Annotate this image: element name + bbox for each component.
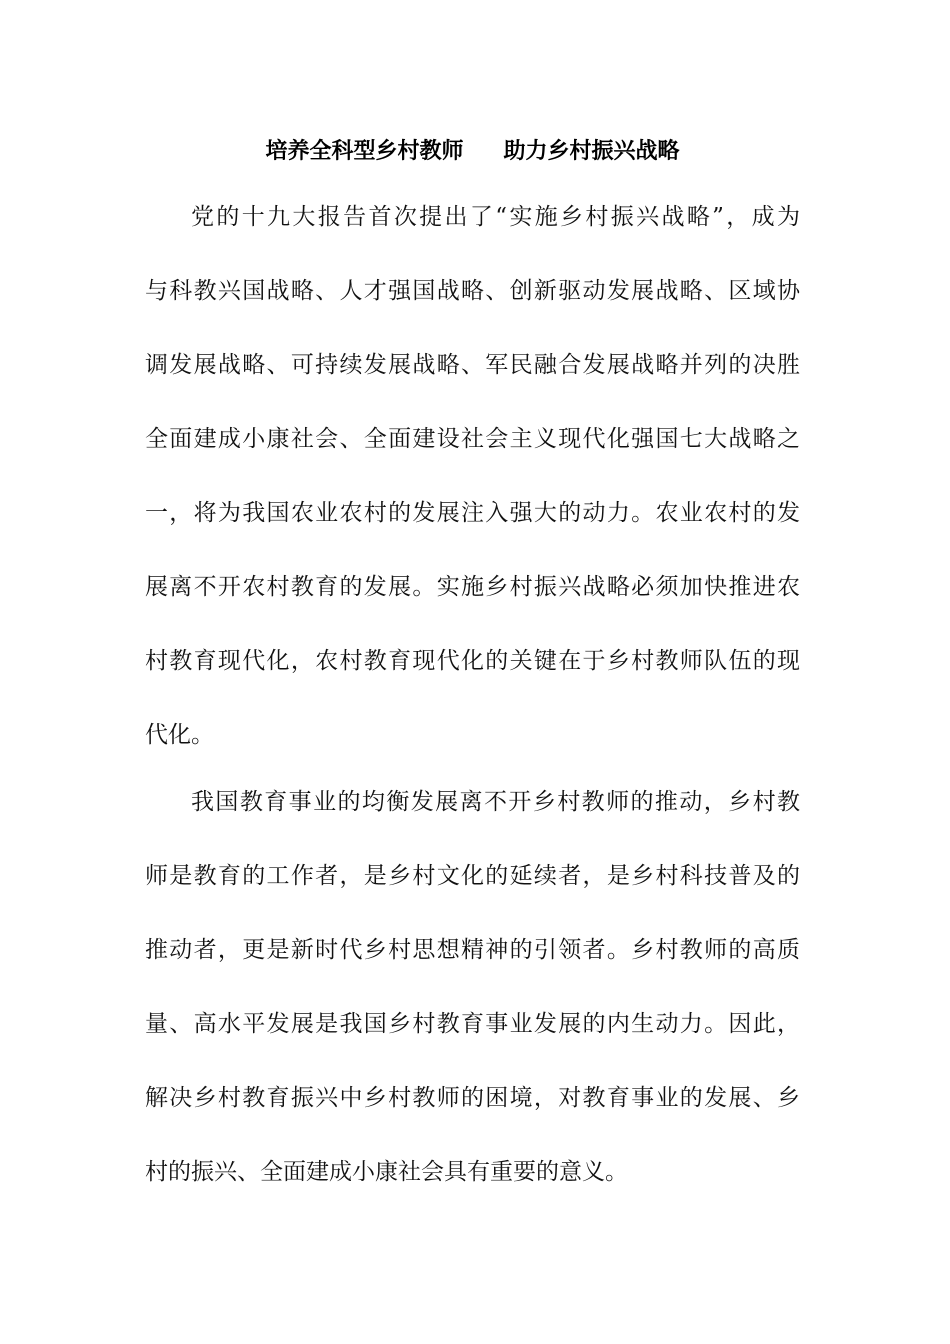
text-line: 展离不开农村教育的发展。实施乡村振兴战略必须加快推进农 xyxy=(145,574,800,600)
text-line: 推动者，更是新时代乡村思想精神的引领者。乡村教师的高质 xyxy=(145,937,800,963)
text-line: 党的十九大报告首次提出了“实施乡村振兴战略”，成为 xyxy=(191,204,800,230)
paragraph-1 xyxy=(145,180,800,772)
document-title xyxy=(145,134,800,170)
text-line: 代化。 xyxy=(145,722,214,748)
text-line: 全面建成小康社会、全面建设社会主义现代化强国七大战略之 xyxy=(145,426,800,452)
title-part-1: 培养全科型乡村教师 xyxy=(265,139,464,164)
text-line: 村的振兴、全面建成小康社会具有重要的意义。 xyxy=(145,1159,628,1185)
text-line: 解决乡村教育振兴中乡村教师的困境，对教育事业的发展、乡 xyxy=(145,1085,800,1111)
text-line: 村教育现代化，农村教育现代化的关键在于乡村教师队伍的现 xyxy=(145,648,800,674)
text-line: 调发展战略、可持续发展战略、军民融合发展战略并列的决胜 xyxy=(145,352,800,378)
text-line: 师是教育的工作者，是乡村文化的延续者，是乡村科技普及的 xyxy=(145,863,800,889)
title-part-2: 助力乡村振兴战略 xyxy=(503,139,680,164)
text-line: 量、高水平发展是我国乡村教育事业发展的内生动力。因此， xyxy=(145,1011,800,1037)
text-line: 我国教育事业的均衡发展离不开乡村教师的推动，乡村教 xyxy=(191,789,800,815)
paragraph-2 xyxy=(145,765,800,1209)
text-line: 与科教兴国战略、人才强国战略、创新驱动发展战略、区域协 xyxy=(145,278,800,304)
text-line: 一，将为我国农业农村的发展注入强大的动力。农业农村的发 xyxy=(145,500,800,526)
